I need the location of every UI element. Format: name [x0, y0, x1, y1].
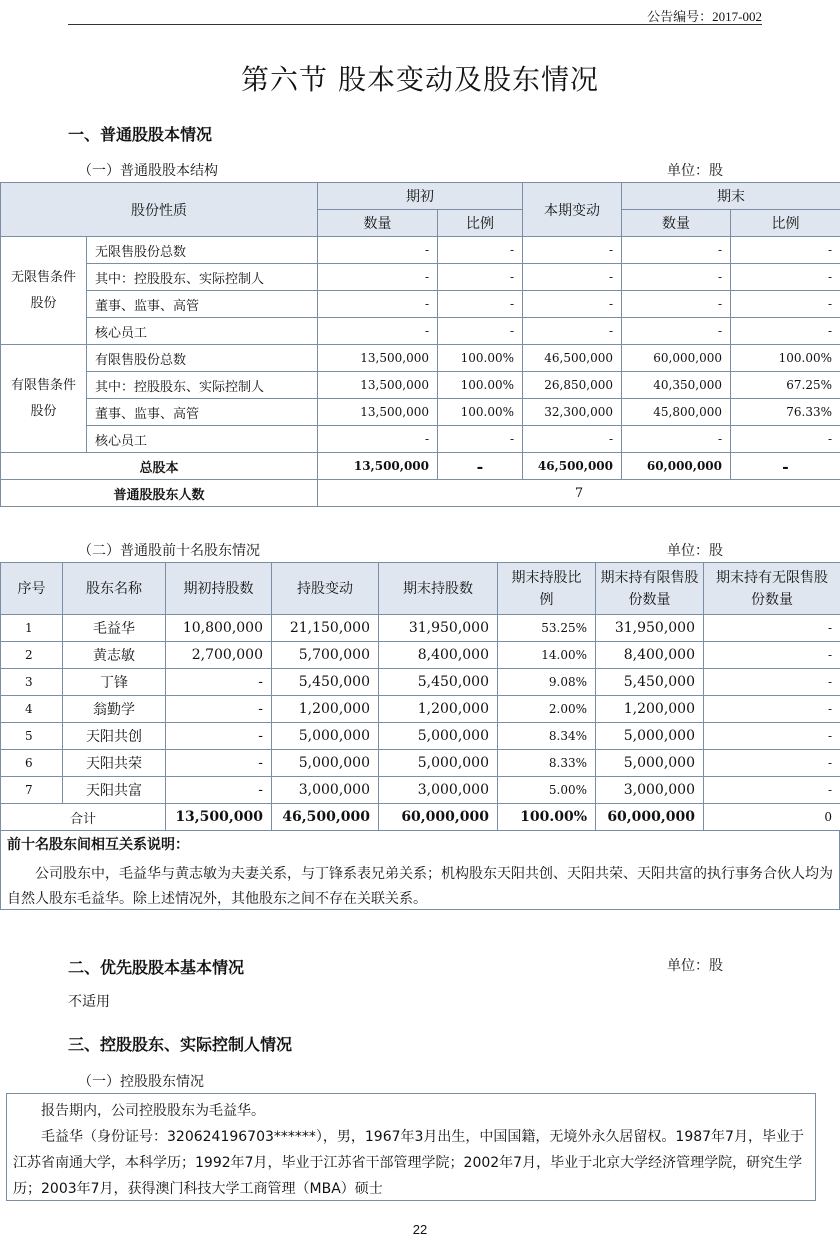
cell: - — [523, 291, 622, 318]
cell: - — [318, 426, 438, 453]
cell: - — [523, 318, 622, 345]
header-qty: 数量 — [318, 210, 438, 237]
total-row — [1, 453, 840, 480]
subsection-1-title: （一）普通股股本结构 — [78, 163, 218, 179]
cell: 8,400,000 — [596, 642, 704, 669]
cell: 13,500,000 — [166, 804, 272, 831]
cell: - — [438, 426, 523, 453]
header-end-shares: 期末持股数 — [379, 563, 498, 615]
cell: 53.25% — [498, 615, 596, 642]
cell: 5,000,000 — [272, 750, 379, 777]
cell: - — [731, 453, 840, 480]
cell: 5,700,000 — [272, 642, 379, 669]
cell: - — [166, 777, 272, 804]
cell: 10,800,000 — [166, 615, 272, 642]
unit-label: 单位：股 — [667, 163, 723, 179]
row-label: 有限售股份总数 — [87, 345, 318, 372]
table-row — [1, 264, 840, 291]
table-row — [1, 372, 840, 399]
cell: 9.08% — [498, 669, 596, 696]
group-label: 有限售条件股份 — [1, 345, 87, 453]
table-row — [1, 696, 840, 723]
table-row — [1, 237, 840, 264]
cell: 31,950,000 — [596, 615, 704, 642]
section-2-title: 二、优先股股本基本情况 — [68, 958, 245, 977]
cell: - — [731, 291, 840, 318]
cell: 32,300,000 — [523, 399, 622, 426]
holder-name: 毛益华 — [63, 615, 166, 642]
cell: - — [704, 723, 840, 750]
header-ratio: 比例 — [731, 210, 840, 237]
cell: - — [318, 237, 438, 264]
holder-name: 天阳共富 — [63, 777, 166, 804]
cell: 5,000,000 — [379, 723, 498, 750]
cell: 100.00% — [498, 804, 596, 831]
share-structure-table — [0, 182, 840, 507]
header-qty: 数量 — [622, 210, 731, 237]
table-row — [1, 669, 840, 696]
table-row — [1, 399, 840, 426]
cell: 1 — [1, 615, 63, 642]
cell: - — [622, 264, 731, 291]
row-label: 核心员工 — [87, 426, 318, 453]
cell: 5 — [1, 723, 63, 750]
total-row — [1, 804, 840, 831]
cell: - — [704, 777, 840, 804]
page-number: 22 — [412, 1222, 428, 1237]
row-label: 其中：控股股东、实际控制人 — [87, 372, 318, 399]
cell: 2,700,000 — [166, 642, 272, 669]
total-label: 总股本 — [1, 453, 318, 480]
cell: 2 — [1, 642, 63, 669]
cell: 3,000,000 — [596, 777, 704, 804]
table-row — [1, 723, 840, 750]
not-applicable-text: 不适用 — [68, 994, 110, 1010]
cell: - — [731, 318, 840, 345]
cell: 1,200,000 — [596, 696, 704, 723]
section-3-title: 三、控股股东、实际控制人情况 — [68, 1035, 293, 1054]
holder-name: 翁勤学 — [63, 696, 166, 723]
cell: 60,000,000 — [622, 453, 731, 480]
cell: 3,000,000 — [272, 777, 379, 804]
holder-name: 天阳共荣 — [63, 750, 166, 777]
cell: 3 — [1, 669, 63, 696]
header-name: 股东名称 — [63, 563, 166, 615]
cell: 5.00% — [498, 777, 596, 804]
cell: 5,450,000 — [596, 669, 704, 696]
cell: 67.25% — [731, 372, 840, 399]
cell: - — [438, 291, 523, 318]
chapter-title: 第六节 股本变动及股东情况 — [241, 63, 599, 96]
cell: - — [731, 264, 840, 291]
cell: 40,350,000 — [622, 372, 731, 399]
document-number: 公告编号：2017-002 — [647, 9, 762, 24]
cell: - — [318, 318, 438, 345]
cell: - — [704, 615, 840, 642]
header-period-end: 期末 — [622, 183, 840, 210]
cell: 7 — [1, 777, 63, 804]
total-label: 合计 — [1, 804, 166, 831]
cell: - — [622, 426, 731, 453]
unit-label: 单位：股 — [667, 958, 723, 974]
cell: 100.00% — [438, 372, 523, 399]
table-row — [1, 642, 840, 669]
cell: 8.34% — [498, 723, 596, 750]
header-seq: 序号 — [1, 563, 63, 615]
cell: 31,950,000 — [379, 615, 498, 642]
cell: 60,000,000 — [596, 804, 704, 831]
cell: 76.33% — [731, 399, 840, 426]
section-1-title: 一、普通股股本情况 — [68, 125, 213, 144]
header-begin-shares: 期初持股数 — [166, 563, 272, 615]
header-rule — [68, 24, 762, 25]
row-label: 其中：控股股东、实际控制人 — [87, 264, 318, 291]
cell: 13,500,000 — [318, 399, 438, 426]
cell: - — [622, 237, 731, 264]
cell: - — [438, 264, 523, 291]
cell: 13,500,000 — [318, 345, 438, 372]
cell: 4 — [1, 696, 63, 723]
cell: 60,000,000 — [379, 804, 498, 831]
relation-note — [0, 830, 840, 910]
row-label: 无限售股份总数 — [87, 237, 318, 264]
cell: - — [704, 696, 840, 723]
cell: 13,500,000 — [318, 453, 438, 480]
cell: 1,200,000 — [379, 696, 498, 723]
cell: 5,000,000 — [272, 723, 379, 750]
header-period-begin: 期初 — [318, 183, 523, 210]
cell: 1,200,000 — [272, 696, 379, 723]
cell: - — [438, 318, 523, 345]
cell: 21,150,000 — [272, 615, 379, 642]
cell: - — [438, 453, 523, 480]
header-unrestricted: 期末持有无限售股份数量 — [704, 563, 840, 615]
holders-label: 普通股股东人数 — [1, 480, 318, 507]
cell: - — [523, 426, 622, 453]
table-row — [1, 318, 840, 345]
cell: 2.00% — [498, 696, 596, 723]
cell: - — [731, 237, 840, 264]
cell: 100.00% — [438, 345, 523, 372]
table-row — [1, 615, 840, 642]
table-row — [1, 345, 840, 372]
cell: - — [731, 426, 840, 453]
cell: 46,500,000 — [272, 804, 379, 831]
cell: 46,500,000 — [523, 345, 622, 372]
cell: - — [704, 750, 840, 777]
cell: - — [523, 264, 622, 291]
cell: - — [438, 237, 523, 264]
cell: 6 — [1, 750, 63, 777]
holders-row — [1, 480, 840, 507]
controlling-shareholder-box — [6, 1093, 816, 1201]
cell: 5,450,000 — [272, 669, 379, 696]
holder-name: 天阳共创 — [63, 723, 166, 750]
cell: 8,400,000 — [379, 642, 498, 669]
header-ratio: 比例 — [438, 210, 523, 237]
cell: 0 — [704, 804, 840, 831]
cell: 5,450,000 — [379, 669, 498, 696]
cell: 46,500,000 — [523, 453, 622, 480]
cell: - — [622, 318, 731, 345]
relation-note-text: 公司股东中，毛益华与黄志敏为夫妻关系，与丁锋系表兄弟关系；机构股东天阳共创、天阳共荣、天阳共富的执行事务合伙人均为自然人股东毛益华。除上述情况外，其他股东之间不存在关联关系。 — [7, 866, 833, 907]
table-row — [1, 777, 840, 804]
cell: - — [166, 669, 272, 696]
relation-note-title: 前十名股东间相互关系说明： — [7, 837, 189, 853]
cell: 60,000,000 — [622, 345, 731, 372]
subsection-2-title: （二）普通股前十名股东情况 — [78, 543, 260, 559]
holder-name: 丁锋 — [63, 669, 166, 696]
header-period-change: 本期变动 — [523, 183, 622, 237]
table-row — [1, 750, 840, 777]
cell: 14.00% — [498, 642, 596, 669]
cell: - — [166, 696, 272, 723]
paragraph: 毛益华（身份证号：320624196703******），男，1967年3月出生，中国国籍，无境外永久居留权。1987年7月，毕业于江苏省南通大学，本科学历；1992年7月，毕业于江苏省干部管理学院；2002年7月，毕业于北京大学经济管理学院，研究生学历；2003年7月，获得澳门科技大学工商管理（MBA）硕士 — [13, 1129, 804, 1197]
header-restricted: 期末持有限售股份数量 — [596, 563, 704, 615]
header-share-nature: 股份性质 — [1, 183, 318, 237]
table-row — [1, 291, 840, 318]
subsection-3-1-title: （一）控股股东情况 — [78, 1074, 204, 1090]
row-label: 董事、监事、高管 — [87, 291, 318, 318]
cell: - — [523, 237, 622, 264]
cell: 3,000,000 — [379, 777, 498, 804]
holders-count: 7 — [318, 480, 840, 507]
cell: 45,800,000 — [622, 399, 731, 426]
row-label: 核心员工 — [87, 318, 318, 345]
cell: - — [704, 642, 840, 669]
cell: - — [166, 750, 272, 777]
cell: - — [622, 291, 731, 318]
cell: 100.00% — [731, 345, 840, 372]
top-holders-table — [0, 562, 840, 831]
cell: 5,000,000 — [379, 750, 498, 777]
table-row — [1, 426, 840, 453]
cell: - — [704, 669, 840, 696]
paragraph: 报告期内，公司控股股东为毛益华。 — [41, 1103, 265, 1119]
cell: 5,000,000 — [596, 723, 704, 750]
row-label: 董事、监事、高管 — [87, 399, 318, 426]
unit-label: 单位：股 — [667, 543, 723, 559]
cell: - — [166, 723, 272, 750]
header-end-ratio: 期末持股比例 — [498, 563, 596, 615]
header-change: 持股变动 — [272, 563, 379, 615]
cell: 26,850,000 — [523, 372, 622, 399]
cell: 8.33% — [498, 750, 596, 777]
cell: - — [318, 291, 438, 318]
holder-name: 黄志敏 — [63, 642, 166, 669]
group-label: 无限售条件股份 — [1, 237, 87, 345]
cell: 100.00% — [438, 399, 523, 426]
cell: 13,500,000 — [318, 372, 438, 399]
cell: 5,000,000 — [596, 750, 704, 777]
cell: - — [318, 264, 438, 291]
